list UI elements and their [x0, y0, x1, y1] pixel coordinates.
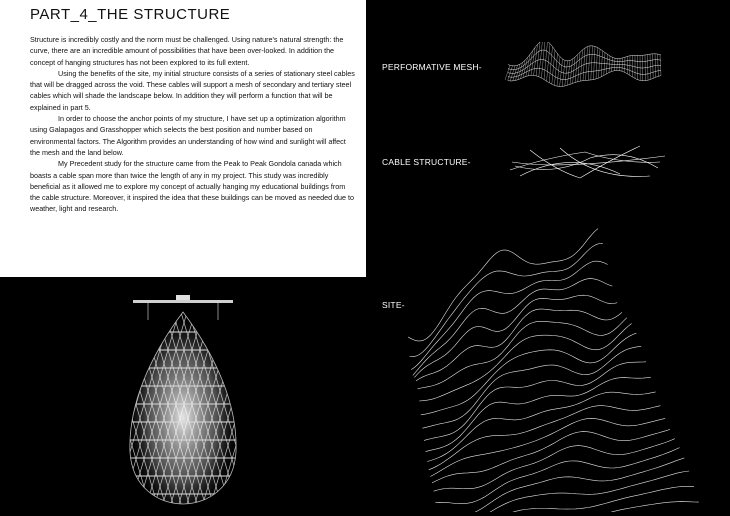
- mesh-strand: [601, 51, 602, 77]
- lattice-strut: [118, 302, 126, 507]
- site-contour: [432, 429, 670, 483]
- site-terrain-drawing: [398, 222, 728, 512]
- mesh-edge: [508, 67, 661, 79]
- mesh-strand: [599, 49, 600, 78]
- lattice-strut: [118, 302, 134, 507]
- page-title: PART_4_THE STRUCTURE: [30, 6, 231, 23]
- mesh-strand: [596, 48, 598, 79]
- hanging-building-render: [118, 292, 248, 512]
- label-performative-mesh: PERFORMATIVE MESH-: [382, 62, 482, 72]
- paragraph-4: My Precedent study for the structure came from the Peak to Peak Gondola canada which boasts a cable span more than twice the length of any in my project. This study was incredibly beneficial as it allowed me to explore my concept of actually hanging my educational buildings from the cable structure. Moreover, it inspired the idea that these buildings can be moved as needed due to weather, light and research.: [30, 159, 355, 214]
- paragraph-2: Using the benefits of the site, my initial structure consists of a series of stationary steel cables that will be dragged across the void. These cables will support a mesh of secondary and tertiary steel cables which will shade the landscape below. In addition they will perform a function that will be explained in part 5.: [30, 68, 355, 112]
- lattice-strut: [118, 302, 134, 507]
- cable-line: [512, 156, 665, 165]
- site-contour: [440, 486, 694, 512]
- site-contour: [435, 448, 679, 504]
- lattice-strut: [118, 302, 126, 507]
- mesh-strand: [549, 47, 552, 83]
- lattice-strut: [234, 302, 248, 507]
- site-contour: [437, 458, 685, 512]
- hanger-clamp: [176, 295, 190, 300]
- text-panel: [0, 0, 366, 277]
- lattice-strut: [242, 302, 248, 507]
- paragraph-1: Structure is incredibly costly and the norm must be challenged. Using nature's natural strength: the curve, there are an incredible amount of possibilities that have been over-looked. In addition the concept of hanging structures has not been explored to its full extent.: [30, 35, 344, 67]
- mesh-strand: [518, 63, 523, 80]
- body-text: [30, 34, 356, 215]
- mesh-strand: [505, 65, 510, 80]
- label-cable-structure: CABLE STRUCTURE-: [382, 157, 471, 167]
- cable-line: [510, 152, 660, 170]
- mesh-strand: [531, 48, 535, 76]
- lattice-strut: [234, 302, 248, 507]
- mesh-edge: [508, 70, 661, 86]
- paragraph-3: In order to choose the anchor points of my structure, I have set up a optimization algorithm using Galapagos and Grasshopper which selects the best position and number based on environmental factors. The Algorithm provides an understanding of how wind and sunlight will affect the mesh and the land below.: [30, 114, 346, 157]
- mesh-strand: [565, 61, 568, 86]
- site-contour: [442, 502, 699, 512]
- lattice-strut: [242, 302, 248, 507]
- site-contour: [411, 261, 607, 369]
- cable-structure-drawing: [500, 140, 670, 190]
- mesh-strand: [606, 54, 607, 74]
- label-site: SITE-: [382, 300, 405, 310]
- mesh-strand: [604, 53, 605, 76]
- hanger-bar: [133, 300, 233, 303]
- site-contour: [416, 309, 622, 381]
- mesh-strand: [562, 61, 565, 87]
- performative-mesh-drawing: [500, 42, 670, 102]
